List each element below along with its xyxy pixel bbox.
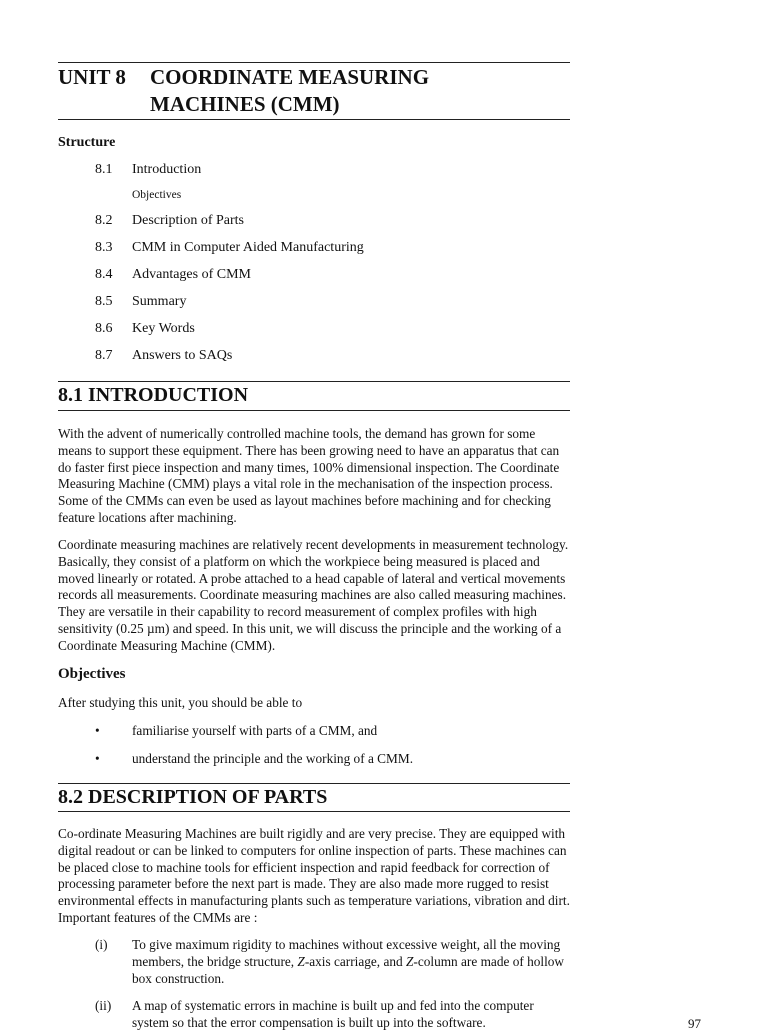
structure-heading: Structure bbox=[58, 135, 116, 150]
toc-item bbox=[95, 348, 232, 364]
objective-bullet bbox=[95, 723, 377, 739]
unit-number: UNIT 8 bbox=[58, 65, 126, 89]
objectives-lead: After studying this unit, you should be able to bbox=[58, 695, 303, 710]
list-item-text: To give maximum rigidity to machines without excessive weight, all the moving members, the bridge structure, Z-axis carriage, and Z-column are made of hollow box construction. bbox=[132, 937, 565, 986]
list-item-label: (i) bbox=[95, 937, 108, 952]
toc-item bbox=[95, 162, 201, 178]
toc-item bbox=[95, 213, 244, 229]
intro-paragraph-2: Coordinate measuring machines are relatively recent developments in measurement technology. Basically, they consist of a platform on which the workpiece being measured is placed and moved linearly or rotated. A probe attached to a head capable of lateral and vertical movements records all measurements. Coordinate measuring machines are also called measuring machines. They are versatile in their capability to record measurement of complex profiles with high sensitivity (0.25 µm) and speed. In this unit, we will discuss the principle and the working of a Coordinate Measuring Machine (CMM). bbox=[58, 537, 569, 653]
parts-paragraph-1: Co-ordinate Measuring Machines are built rigidly and are very precise. They are equipped with digital readout or can be linked to computers for online inspection of parts. These machines can be placed close to machine tools for efficient inspection and rapid feedback for correction of processing parameter before the next part is made. They are also made more rugged to resist environmental effects in manufacturing plants such as temperature variations, vibration and dirt. Important features of the CMMs are : bbox=[58, 826, 570, 925]
toc-item-number: 8.7 bbox=[95, 348, 113, 363]
unit-title-line-1: COORDINATE MEASURING bbox=[150, 65, 430, 89]
section-top-rule bbox=[58, 783, 570, 784]
toc-item-label: Summary bbox=[132, 294, 187, 309]
features-list-item bbox=[95, 937, 570, 988]
toc-item bbox=[95, 321, 195, 337]
toc-item-number: 8.5 bbox=[95, 294, 113, 309]
unit-title-line-2: MACHINES (CMM) bbox=[150, 92, 340, 116]
toc-item-label: CMM in Computer Aided Manufacturing bbox=[132, 240, 364, 255]
toc-item bbox=[95, 240, 364, 256]
section-bottom-rule bbox=[58, 811, 570, 812]
objective-bullet bbox=[95, 751, 413, 767]
title-top-rule bbox=[58, 62, 570, 63]
bullet-dot: • bbox=[95, 751, 100, 766]
toc-item-number: 8.4 bbox=[95, 267, 113, 282]
bullet-text: familiarise yourself with parts of a CMM, and bbox=[132, 723, 378, 738]
list-item-text: A map of systematic errors in machine is built up and fed into the computer system so that the error compensation is built up into the software. bbox=[132, 998, 534, 1030]
features-list-item bbox=[95, 998, 570, 1032]
toc-item-label: Answers to SAQs bbox=[132, 348, 233, 363]
toc-item-number: 8.1 bbox=[95, 162, 113, 177]
intro-paragraph-1: With the advent of numerically controlled machine tools, the demand has grown for some means to support these equipment. There has been growing need to have an apparatus that can do faster first piece inspection and many times, 100% dimensional inspection. The Coordinate Measuring Machine (CMM) plays a vital role in the mechanisation of the inspection process. Some of the CMMs can even be used as layout machines before machining and for checking feature locations after machining. bbox=[58, 426, 560, 525]
toc-item-number: 8.6 bbox=[95, 321, 113, 336]
title-bottom-rule bbox=[58, 119, 570, 120]
section-top-rule bbox=[58, 381, 570, 382]
bullet-text: understand the principle and the working of a CMM. bbox=[132, 751, 414, 766]
toc-item-number: 8.3 bbox=[95, 240, 113, 255]
section-heading-introduction: 8.1 INTRODUCTION bbox=[58, 384, 249, 406]
toc-item-number: 8.2 bbox=[95, 213, 113, 228]
toc-subitem: Objectives bbox=[132, 189, 182, 201]
section-heading-description-of-parts: 8.2 DESCRIPTION OF PARTS bbox=[58, 786, 328, 808]
page-number: 97 bbox=[688, 1016, 701, 1031]
toc-item-label: Key Words bbox=[132, 321, 195, 336]
list-item-label: (ii) bbox=[95, 998, 112, 1013]
toc-item bbox=[95, 267, 251, 283]
toc-item-label: Introduction bbox=[132, 162, 202, 177]
objectives-heading: Objectives bbox=[58, 666, 126, 682]
toc-item-label: Description of Parts bbox=[132, 213, 244, 228]
toc-item bbox=[95, 294, 186, 310]
toc-item-label: Advantages of CMM bbox=[132, 267, 251, 282]
section-bottom-rule bbox=[58, 410, 570, 411]
bullet-dot: • bbox=[95, 723, 100, 738]
